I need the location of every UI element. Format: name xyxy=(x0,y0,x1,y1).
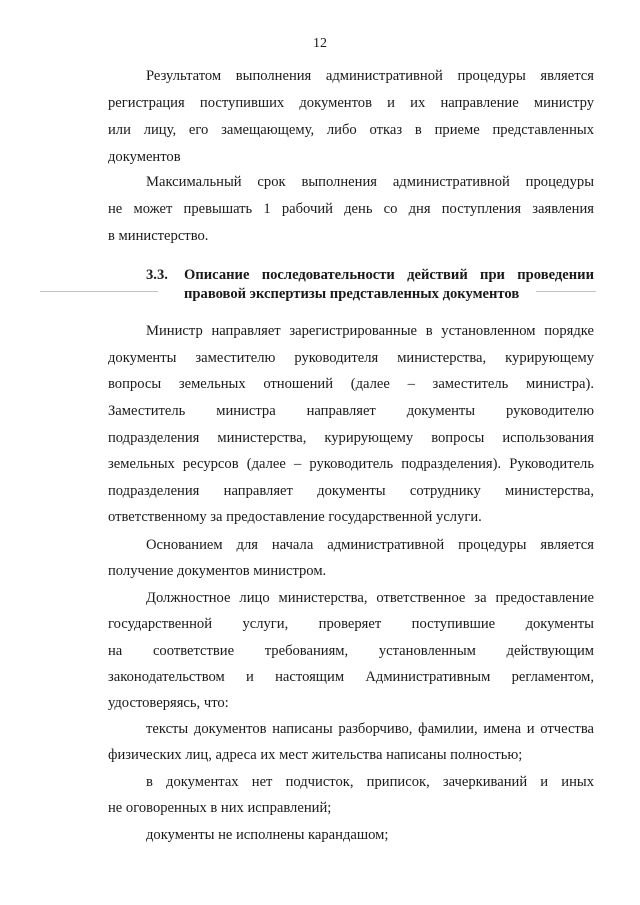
page-number: 12 xyxy=(313,36,327,51)
section-title: Описание последовательности действий при проведении xyxy=(184,267,594,283)
paragraph-line: регистрация поступивших документов и их направление министру xyxy=(108,95,594,111)
paragraph-line: документы не исполнены карандашом; xyxy=(146,827,389,843)
paragraph-line: не может превышать 1 рабочий день со дня поступления заявления xyxy=(108,201,594,217)
section-title: правовой экспертизы представленных документов xyxy=(184,286,520,302)
paragraph-line: ответственному за предоставление государственной услуги. xyxy=(108,509,482,525)
paragraph-line: или лицу, его замещающему, либо отказ в приеме представленных xyxy=(108,122,594,138)
paragraph-line: тексты документов написаны разборчиво, фамилии, имена и отчества xyxy=(146,721,594,737)
paragraph-line: на соответствие требованиям, установленным действующим xyxy=(108,643,594,659)
paragraph-line: вопросы земельных отношений (далее – заместитель министра). xyxy=(108,376,594,392)
paragraph-line: Максимальный срок выполнения административной процедуры xyxy=(146,174,594,190)
paragraph-line: Основанием для начала административной процедуры является xyxy=(146,537,594,553)
paragraph-line: документы заместителю руководителя министерства, курирующему xyxy=(108,350,594,366)
paragraph-line: физических лиц, адреса их мест жительства написаны полностью; xyxy=(108,747,523,763)
paragraph-line: Министр направляет зарегистрированные в установленном порядке xyxy=(146,323,594,339)
paragraph-line: земельных ресурсов (далее – руководитель подразделения). Руководитель xyxy=(108,456,594,472)
paragraph-line: Должностное лицо министерства, ответственное за предоставление xyxy=(146,590,594,606)
paragraph-line: подразделения министерства, курирующему вопросы использования xyxy=(108,430,594,446)
paragraph-line: не оговоренных в них исправлений; xyxy=(108,800,332,816)
paragraph-line: Заместитель министра направляет документы руководителю xyxy=(108,403,594,419)
paragraph-line: получение документов министром. xyxy=(108,563,327,579)
paragraph-line: государственной услуги, проверяет поступившие документы xyxy=(108,616,594,632)
paragraph-line: подразделения направляет документы сотруднику министерства, xyxy=(108,483,594,499)
paragraph-line: в министерство. xyxy=(108,228,209,244)
paragraph-line: Результатом выполнения административной процедуры является xyxy=(146,68,594,84)
paragraph-line: документов xyxy=(108,149,181,165)
paragraph-line: удостоверяясь, что: xyxy=(108,695,229,711)
section-number: 3.3. xyxy=(146,267,168,283)
scan-artifact xyxy=(536,291,596,292)
paragraph-line: законодательством и настоящим Административным регламентом, xyxy=(108,669,594,685)
scan-artifact xyxy=(40,291,158,292)
paragraph-line: в документах нет подчисток, приписок, зачеркиваний и иных xyxy=(146,774,594,790)
